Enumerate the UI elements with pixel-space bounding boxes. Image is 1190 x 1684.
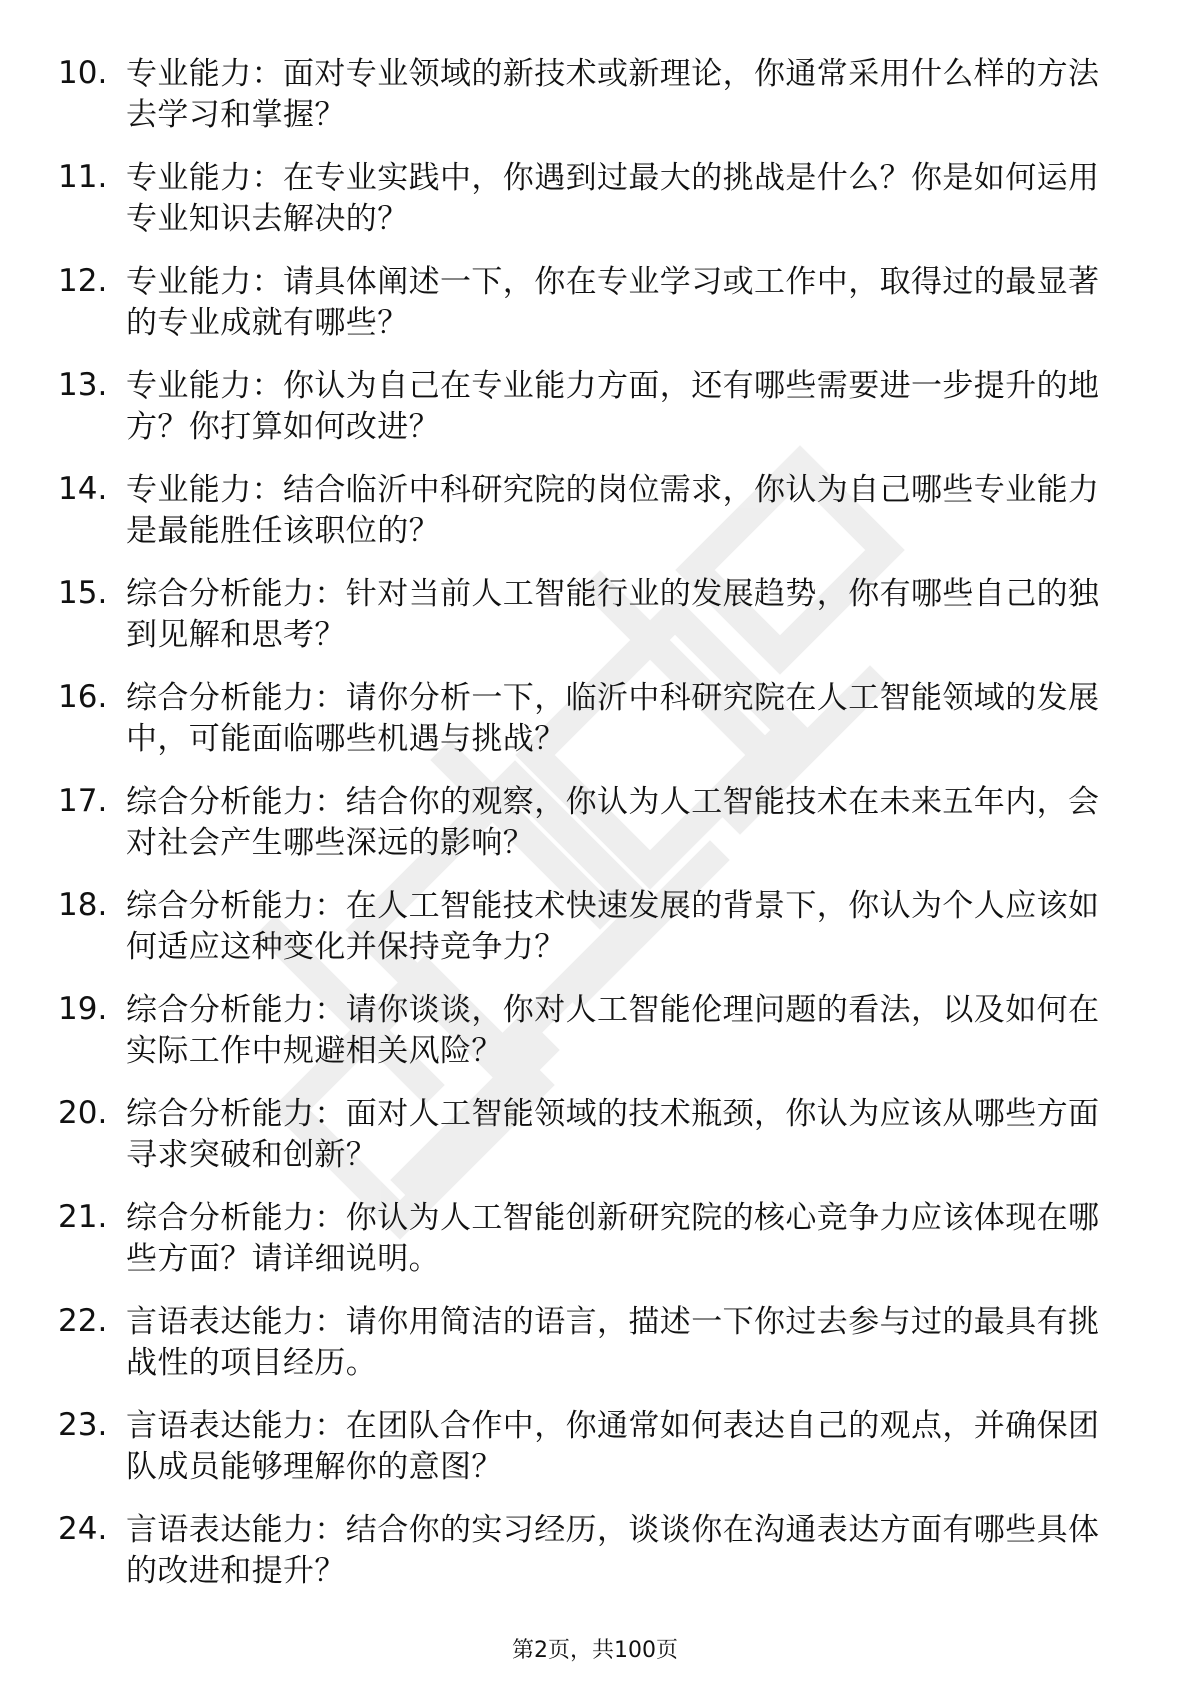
question-number: 24. — [58, 1511, 108, 1547]
question-text: 综合分析能力：面对人工智能领域的技术瓶颈，你认为应该从哪些方面寻求突破和创新？ — [126, 1096, 1100, 1173]
question-text: 专业能力：你认为自己在专业能力方面，还有哪些需要进一步提升的地方？你打算如何改进？ — [126, 368, 1100, 445]
question-text: 专业能力：请具体阐述一下，你在专业学习或工作中，取得过的最显著的专业成就有哪些？ — [126, 264, 1100, 341]
question-item-12 — [58, 262, 1138, 354]
question-text: 专业能力：结合临沂中科研究院的岗位需求，你认为自己哪些专业能力是最能胜任该职位的？ — [126, 472, 1100, 549]
question-number: 22. — [58, 1303, 108, 1339]
question-number: 13. — [58, 367, 108, 403]
question-item-15 — [58, 574, 1138, 666]
question-text: 言语表达能力：在团队合作中，你通常如何表达自己的观点，并确保团队成员能够理解你的意图？ — [126, 1408, 1100, 1485]
question-item-14 — [58, 470, 1138, 562]
question-item-17 — [58, 782, 1138, 874]
question-text: 言语表达能力：请你用简洁的语言，描述一下你过去参与过的最具有挑战性的项目经历。 — [126, 1304, 1100, 1381]
question-item-23 — [58, 1406, 1138, 1498]
question-text: 专业能力：在专业实践中，你遇到过最大的挑战是什么？你是如何运用专业知识去解决的？ — [126, 160, 1100, 237]
question-item-11 — [58, 158, 1138, 250]
question-item-16 — [58, 678, 1138, 770]
question-number: 23. — [58, 1407, 108, 1443]
question-text: 专业能力：面对专业领域的新技术或新理论，你通常采用什么样的方法去学习和掌握？ — [126, 56, 1100, 133]
question-text: 综合分析能力：请你谈谈，你对人工智能伦理问题的看法，以及如何在实际工作中规避相关风险？ — [126, 992, 1100, 1069]
question-text: 综合分析能力：请你分析一下，临沂中科研究院在人工智能领域的发展中，可能面临哪些机遇与挑战？ — [126, 680, 1100, 757]
question-number: 18. — [58, 887, 108, 923]
question-item-20 — [58, 1094, 1138, 1186]
question-number: 16. — [58, 679, 108, 715]
question-item-21 — [58, 1198, 1138, 1290]
question-number: 14. — [58, 471, 108, 507]
question-number: 17. — [58, 783, 108, 819]
question-item-22 — [58, 1302, 1138, 1394]
question-item-18 — [58, 886, 1138, 978]
question-item-24 — [58, 1510, 1138, 1602]
question-number: 12. — [58, 263, 108, 299]
question-number: 15. — [58, 575, 108, 611]
question-text: 言语表达能力：结合你的实习经历，谈谈你在沟通表达方面有哪些具体的改进和提升？ — [126, 1512, 1100, 1589]
page-number-footer: 第2页，共100页 — [512, 1638, 678, 1663]
question-item-10 — [58, 54, 1138, 146]
question-item-13 — [58, 366, 1138, 458]
question-text: 综合分析能力：在人工智能技术快速发展的背景下，你认为个人应该如何适应这种变化并保持竞争力？ — [126, 888, 1100, 965]
question-number: 20. — [58, 1095, 108, 1131]
question-number: 11. — [58, 159, 108, 195]
question-item-19 — [58, 990, 1138, 1082]
question-number: 10. — [58, 55, 108, 91]
question-text: 综合分析能力：结合你的观察，你认为人工智能技术在未来五年内，会对社会产生哪些深远的影响？ — [126, 784, 1100, 861]
question-number: 19. — [58, 991, 108, 1027]
question-list — [58, 54, 1138, 1614]
question-text: 综合分析能力：针对当前人工智能行业的发展趋势，你有哪些自己的独到见解和思考？ — [126, 576, 1100, 653]
question-number: 21. — [58, 1199, 108, 1235]
question-text: 综合分析能力：你认为人工智能创新研究院的核心竞争力应该体现在哪些方面？请详细说明。 — [126, 1200, 1100, 1277]
